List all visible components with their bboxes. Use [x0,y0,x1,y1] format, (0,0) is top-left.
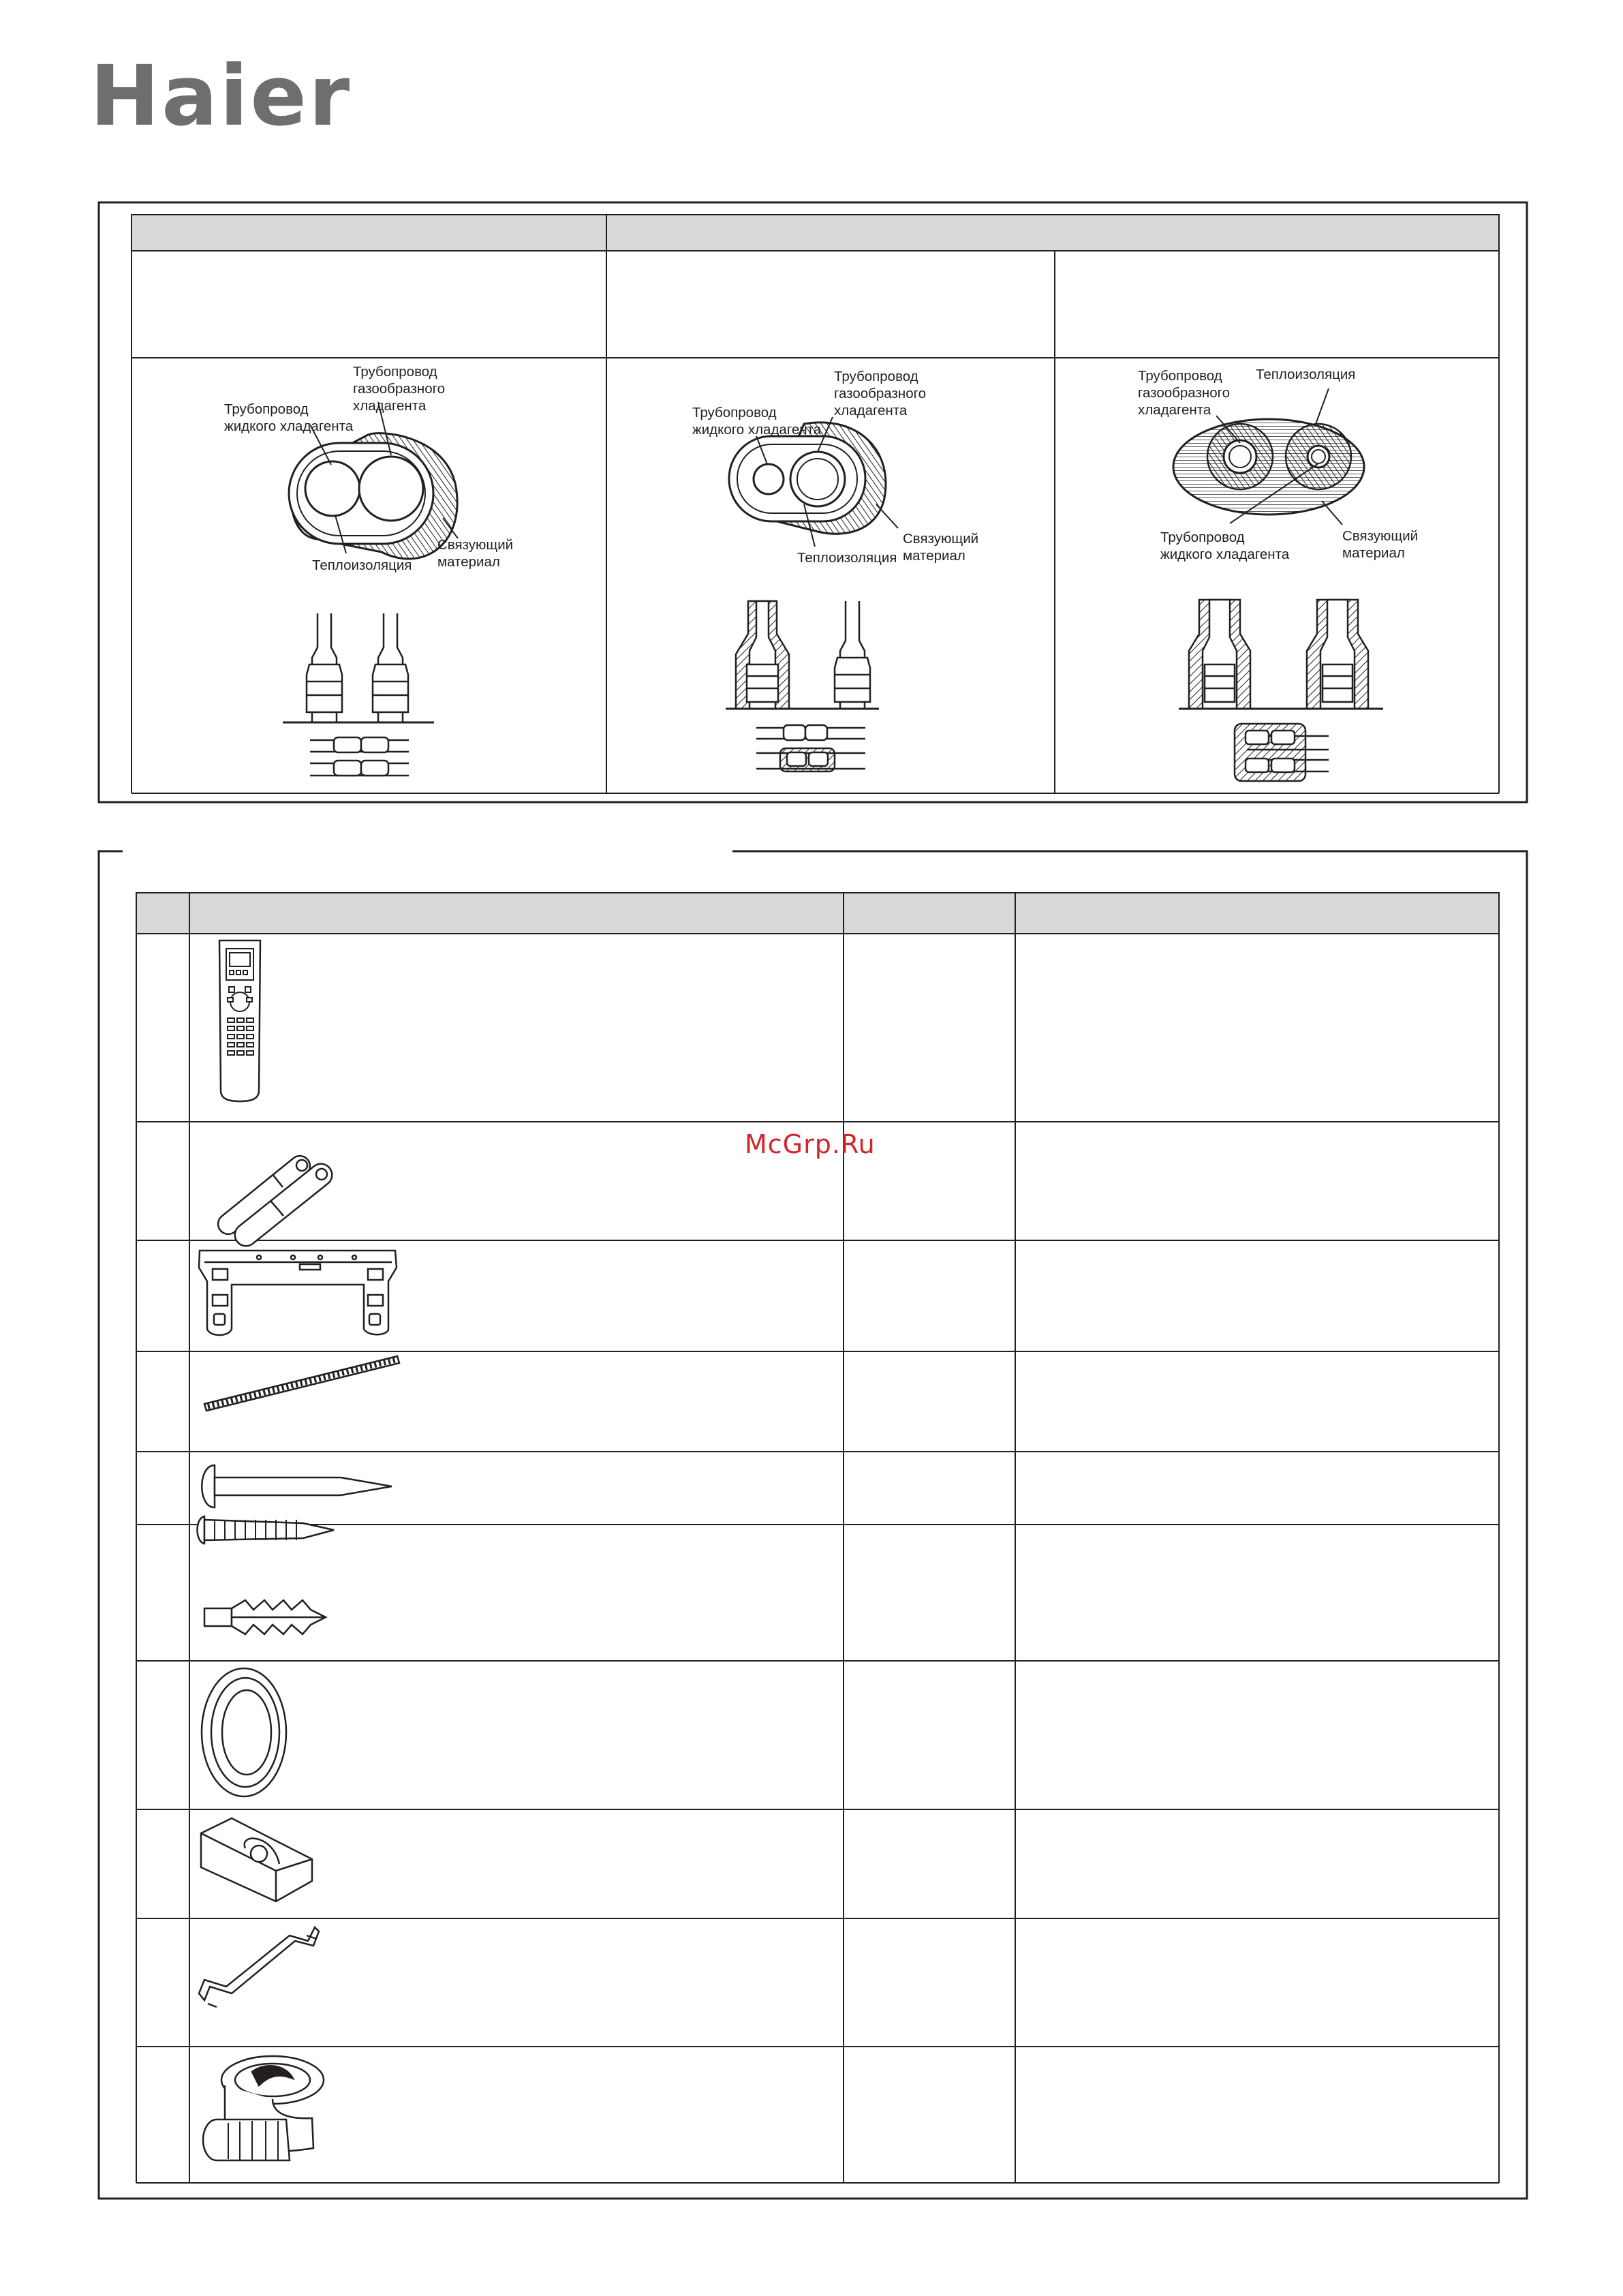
gas-pipe-label-2: Трубопровод газообразного хладагента [834,369,927,418]
bracket-icon [199,1927,319,2007]
gas-pipe-label-3: Трубопровод газообразного хладагента [1138,368,1231,418]
flare-fittings-2 [726,601,879,771]
mounting-plate-icon [199,1251,397,1335]
binding-material-label-2: Связующий материал [903,531,979,564]
binding-material-label-3: Связующий материал [1342,528,1419,561]
liquid-pipe-label-3: Трубопровод жидкого хладагента [1160,530,1290,562]
haier-logo: Haier [90,48,352,144]
insulation-label-3: Теплоизоляция [1256,367,1356,382]
screw-and-anchor-icon [198,1516,335,1634]
drain-elbow-icon [203,2056,324,2160]
watermark: McGrp.Ru [745,1129,876,1159]
insulation-label-2: Теплоизоляция [797,550,897,566]
pipe-clamp-block-icon [201,1818,312,1901]
binding-material-label-1: Связующий материал [437,537,514,570]
flare-fittings-3 [1179,600,1383,781]
nail-icon [202,1465,392,1507]
sealing-ring-icon [202,1668,286,1796]
liquid-pipe-label-1: Трубопровод жидкого хладагента [224,401,354,434]
threaded-rod-icon [204,1356,399,1411]
insulation-label-1: Теплоизоляция [312,557,412,573]
gas-pipe-label-1: Трубопровод газообразного хладагента [353,364,446,414]
remote-control-icon [219,940,260,1101]
flare-fittings-1 [283,613,434,776]
batteries-icon [218,1156,332,1246]
liquid-pipe-label-2: Трубопровод жидкого хладагента [692,405,822,438]
